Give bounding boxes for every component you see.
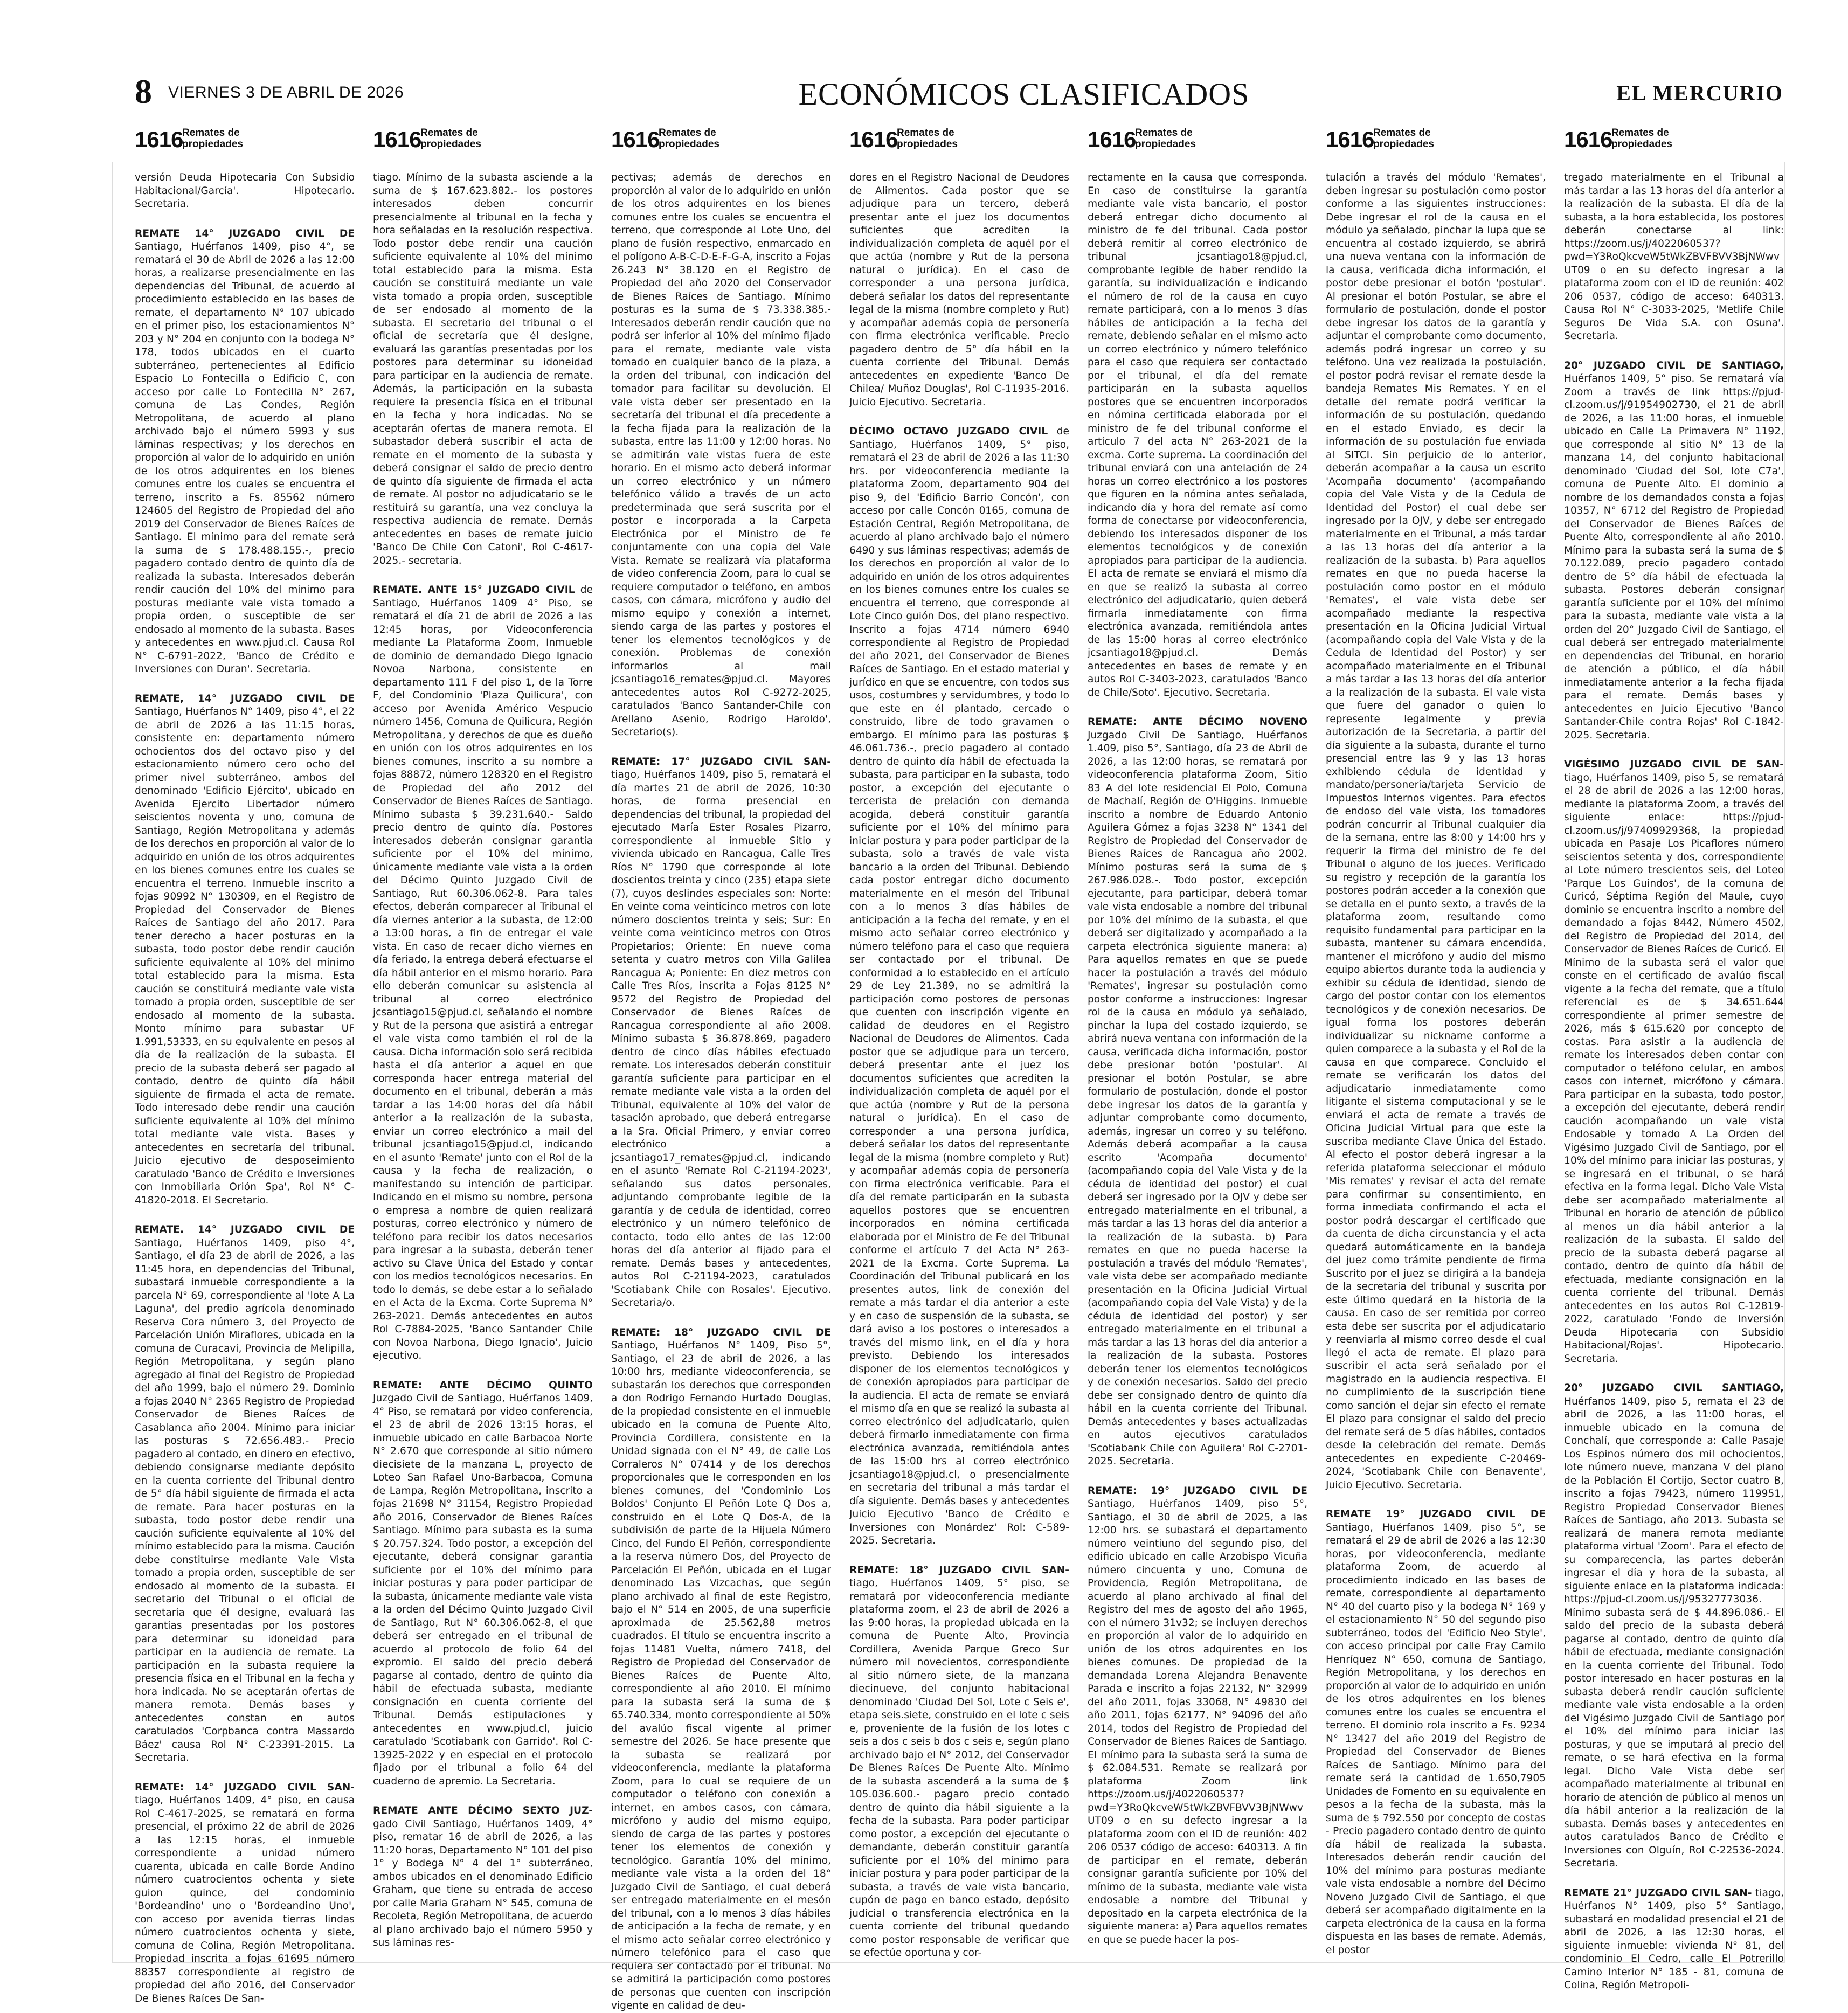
notice-heading: 20° JUZGADO CIVIL DE SANTIAGO, bbox=[1564, 359, 1784, 371]
issue-date: VIERNES 3 DE ABRIL DE 2026 bbox=[168, 84, 404, 101]
category-label-line1: Remates de bbox=[1135, 127, 1193, 139]
notice bbox=[1088, 716, 1307, 1469]
category-label-line1: Remates de bbox=[182, 127, 240, 139]
notice bbox=[611, 1326, 831, 2013]
notice-body: tiago, Huérfanos N° 1409, piso 5° Santiago, subastará en modalidad presencial el 21 de abril de 2026, a las 12:30 horas, el siguiente inmueble: vivienda N° 81, del condominio El Cedro, calle El Potrerillo Camino Interior N° 185 - 81, comuna de Colina, Región Metropoli- bbox=[1564, 1887, 1784, 1991]
notice-heading: REMATE. 14° JUZGADO CIVIL DE bbox=[135, 1224, 355, 1235]
notice-column bbox=[1088, 171, 1307, 1950]
notice bbox=[1326, 171, 1546, 1492]
category-label-line1: Remates de bbox=[659, 127, 716, 139]
notice-column bbox=[135, 171, 355, 2004]
notice-body: Juzgado Civil de Santiago, Huérfanos 1409, 4° Piso, se rematará por video conferencia, el 23 de abril de 2026 13:15 horas, el inmueble ubicado en calle Barbacoa Norte N° 2.670 que corresponde al sitio número diecisiete de la manzana L, proyecto de Loteo San Rafael Uno-Barbacoa, Comuna de Lampa, Región Metropolitana, inscrito a fojas 21698 N° 31154, Registro Propiedad año 2016, Conservador de Bienes Raíces Santiago. Mínimo para subasta es la suma $ 20.757.324. Todo postor, a excepción del ejecutante, deberá consignar garantía suficiente por el 10% del mínimo para iniciar posturas y para poder participar de la subasta, únicamente mediante vale vista a la orden del Décimo Quinto Juzgado Civil de Santiago, Rut N° 60.306.062-8, el que deberá ser entregado en el tribunal de acuerdo al protocolo de folio 64 del expromio. El saldo del precio deberá pagarse al contado, dentro de quinto día hábil de efectuada subasta, mediante consignación en cuenta corriente del Tribunal. Demás estipulaciones y antecedentes en www.pjud.cl, juicio caratulado 'Scotiabank con Garrido'. Rol C-13925-2022 y en especial en el protocolo fijado por el tribunal a folio 64 del cuaderno de apremio. La Secretaria. bbox=[373, 1393, 593, 1787]
notice-heading: REMATE: ANTE DÉCIMO NOVENO bbox=[1088, 716, 1307, 728]
notice-heading: DÉCIMO OCTAVO JUZGADO CIVIL bbox=[849, 426, 1048, 437]
notice bbox=[849, 425, 1069, 1548]
notice-column bbox=[1564, 171, 1784, 1991]
notice-heading: REMATE ANTE DÉCIMO SEXTO JUZ- bbox=[373, 1805, 593, 1816]
notice-heading: REMATE. ANTE 15° JUZGADO CIVIL bbox=[373, 584, 575, 596]
notice bbox=[373, 1804, 593, 1950]
notice-body: tregado materialmente en el Tribunal a más tardar a las 13 horas del día anterior a la realización de la subasta. El día de la subasta, a la hora establecida, los postores deberán conectarse al link: https://zoom.us/j/4022060537?pwd=Y3RoQkcveW5tWkZBVFBVV3BjNWwvUT09 o en su defecto ingresar a la plataforma zoom con el ID de reunión: 402 206 0537, código de acceso: 640313. Causa Rol N° C-3033-2025, 'Metlife Chile Seguros De Vida S.A. con Osuna'. Secretaria. bbox=[1564, 172, 1784, 342]
notice-heading: REMATE: ANTE DÉCIMO QUINTO bbox=[373, 1379, 593, 1391]
category-label-line1: Remates de bbox=[897, 127, 954, 139]
page-number: 8 bbox=[135, 72, 152, 110]
notice-body: Santiago, Huérfanos 1409, piso 5°, Santiago, el 30 de abril de 2025, a las 12:00 hrs. se subastará el departamento número veintiuno del segundo piso, del edificio ubicado en calle Arzobispo Vicuña número cincuenta y uno, Comuna de Providencia, Región Metropolitana, de acuerdo al plano archivado al final del Registro del mes de agosto del año 1965, con el número 31v32; se incluyen derechos en proporción al valor de lo adquirido en unión de los otros adquirentes en los bienes comunes. De propiedad de la demandada Lorena Alejandra Benavente Parada e inscrito a fojas 22132, N° 32999 del año 2011, fojas 33068, N° 49830 del año 2011, fojas 62177, N° 94096 del año 2014, todos del Registro de Propiedad del Conservador de Bienes Raíces de Santiago. El mínimo para la subasta será la suma de $ 62.084.531. Remate se realizará por plataforma Zoom link https://zoom.us/j/4022060537?pwd=Y3RoQkcveW5tWkZBVFBVV3BjNWwvUT09 o en su defecto ingresar a la plataforma zoom con el ID de reunión: 402 206 0537 código de acceso: 640313. A fin de participar en el remate, deberán consignar garantía suficiente por 10% del mínimo de la subasta, mediante vale vista endosable a nombre del Tribunal y depositado en la carpeta electrónica de la siguiente manera: a) Para aquellos remates en que se puede hacer la pos- bbox=[1088, 1498, 1307, 1946]
notice-body: Huérfanos 1409, piso 5, remata el 23 de abril de 2026, a las 11:00 horas, el inmueble ubicado en la comuna de Conchalí, que corresponde a: Calle Pasaje Los Espinos número dos mil ochocientos, lote número nueve, manzana V del plano de la Población El Cortijo, Sector cuatro B, inscrito a fojas 79423, número 119951, Registro Propiedad Conservador Bienes Raíces de Santiago, año 2013. Subasta se realizará de manera remota mediante plataforma virtual 'Zoom'. Para el efecto de su comparecencia, las partes deberán ingresar el día y hora de la subasta, al siguiente enlace en la plataforma indicada: https://pjud-cl.zoom.us/j/95327773036. Mínimo subasta será de $ 44.896.086.- El saldo del precio de la subasta deberá pagarse al contado, dentro de quinto día hábil de efectuada, mediante consignación en la cuenta corriente del Tribunal. Todo postor interesado en hacer posturas en la subasta deberá rendir caución suficiente mediante vale vista endosable a la orden del Vigésimo Juzgado Civil de Santiago por el 10% del mínimo para iniciar las posturas, y que se imputará al precio del remate, o se hará efectiva en la forma legal. Dicho Vale Vista debe ser acompañado materialmente al tribunal en horario de atención de público al menos un día hábil anterior a la realización de la subasta. Demás bases y antecedentes en autos caratulados Banco de Crédito e Inversiones con Olguín, Rol C-22536-2024. Secretaria. bbox=[1564, 1395, 1784, 1869]
notice-body: dores en el Registro Nacional de Deudores de Alimentos. Cada postor que se adjudique para un tercero, deberá presentar ante el juez los documentos suficientes que acrediten la individualización completa de aquél por el que actúa (nombre y Rut de la persona natural o jurídica). En el caso de corresponder a una persona jurídica, deberá señalar los datos del representante legal de la misma (nombre completo y Rut) y acompañar además copia de personería con firma electrónica verificable. Precio pagadero dentro de 5° día hábil en la cuenta corriente del Tribunal. Demás antecedentes en expediente 'Banco De Chilea/ Muñoz Douglas', Rol C-11935-2016. Juicio Ejecutivo. Secretaria. bbox=[849, 172, 1069, 408]
notice bbox=[611, 756, 831, 1310]
notice-column bbox=[611, 171, 831, 2011]
notice-heading: REMATE 21° JUZGADO CIVIL SAN- bbox=[1564, 1887, 1752, 1899]
notice-body: Juzgado Civil De Santiago, Huérfanos 1.409, piso 5°, Santiago, día 23 de Abril de 2026, a las 12:00 horas, se rematará por videoconferencia plataforma Zoom, Sitio 83 A del lote residencial El Polo, Comuna de Machalí, Región de O'Higgins. Inmueble inscrito a nombre de Eduardo Antonio Aguilera Gómez a fojas 3238 N° 1341 del Registro de Propiedad del Conservador de Bienes Raíces de Rancagua año 2002. Mínimo posturas será la suma de $ 267.986.028.-. Todo postor, excepción ejecutante, para participar, deberá tomar vale vista endosable a nombre del tribunal por 10% del mínimo de la subasta, el que deberá ser digitalizado y acompañado a la carpeta electrónica siguiente manera: a) Para aquellos remates en que se puede hacer la postulación a través del módulo 'Remates', ingresar su postulación como postor conforme a instrucciones: Ingresar rol de la causa en módulo ya señalado, pinchar la lupa del costado izquierdo, se abrirá nueva ventana con información de la causa, verificada dicha información, postor debe presionar botón 'postular'. Al presionar el botón Postular, se abre formulario de postulación, donde el postor debe ingresar los datos de la garantía y adjuntar comprobante como documento, además, ingresar un correo y su teléfono. Además deberá acompañar a la causa escrito 'Acompaña documento' (acompañando copia del Vale Vista y de la cédula de identidad del postor) el cual deberá ser ingresado por la OJV y debe ser entregado materialmente en el tribunal, a más tardar a las 13 horas del día anterior a la realización de la subasta. b) Para remates en que no pueda hacerse la postulación a través del módulo 'Remates', vale vista debe ser acompañado mediante presentación en la Oficina Judicial Virtual (acompañando copia del Vale Vista) y de la cédula de identidad del postor) y ser entregado materialmente en el tribunal a más tardar a las 13 horas del día anterior a la realización de la subasta. Postores deberán tener los elementos tecnológicos y de conexión necesarios. Saldo del precio debe ser consignado dentro de quinto día hábil en la cuenta corriente del Tribunal. Demás antecedentes y bases actualizadas en autos ejecutivos caratulados 'Scotiabank Chile con Aguilera' Rol C-2701-2025. Secretaria. bbox=[1088, 729, 1307, 1467]
category-label-line2: propiedades bbox=[1135, 139, 1196, 150]
notice bbox=[1564, 1887, 1784, 1993]
notice-heading: REMATE: 18° JUZGADO CIVIL DE bbox=[611, 1326, 831, 1338]
notice-body: tiago. Mínimo de la subasta asciende a la suma de $ 167.623.882.- los postores interesados deben concurrir presencialmente al tribunal en la fecha y hora señaladas en la resolución respectiva. Todo postor debe rendir una caución suficiente equivalente al 10% del mínimo total establecido para la misma. Esta caución se constituirá mediante un vale vista tomado a propia orden, susceptible de ser endosado al momento de la subasta. El secretario del tribunal o el oficial de secretaría que él designe, evaluará las garantías presentadas por los postores para determinar su idoneidad para participar en la audiencia de remate. Además, la participación en la subasta requiere la presencia física en el tribunal en la fecha y hora indicadas. No se aceptarán ofertas de manera remota. El subastador deberá suscribir el acta de remate en el momento de la subasta y deberá consignar el saldo de precio dentro de quinto día siguiente de firmada el acta de remate. Al postor no adjudicatario se le restituirá su garantía, una vez concluya la respectiva audiencia de remate. Demás antecedentes en bases de remate juicio 'Banco De Chile Con Catoni', Rol C-4617-2025.- secretaria. bbox=[373, 172, 593, 566]
notice bbox=[373, 584, 593, 1363]
notice-body: tiago, Huérfanos 1409, 4° piso, en causa Rol C-4617-2025, se rematará en forma presencial, el próximo 22 de abril de 2026 a las 12:15 horas, el inmueble correspondiente a unidad número cuarenta, ubicada en calle Borde Andino número cuatrocientos ochenta y siete guion quince, del condominio 'Bordeandino' uno o 'Bordeandino Uno', con acceso por avenida tierras lindas número cuatrocientos ochenta y siete, comuna de Colina, Región Metropolitana. Propiedad inscrita a fojas 61695 número 88357 correspondiente al registro de propiedad del año 2016, del Conservador De Bienes Raíces De San- bbox=[135, 1795, 355, 2004]
category-label bbox=[1373, 127, 1434, 150]
category-label-line2: propiedades bbox=[1373, 139, 1434, 150]
page-header bbox=[135, 70, 1783, 119]
category-label-line1: Remates de bbox=[1611, 127, 1669, 139]
notice bbox=[1564, 171, 1784, 343]
notice-body: tulación a través del módulo 'Remates', deben ingresar su postulación como postor conforme a las siguientes instrucciones: Debe ingresar el rol de la causa en el módulo ya señalado, pinchar la lupa que se encuentra al costado izquierdo, se abrirá una nueva ventana con la información de la causa, verificada dicha información, el postor debe presionar el botón 'postular'. Al presionar el botón Postular, se abre el formulario de postulación, donde el postor debe ingresar los datos de la garantía y adjuntar el comprobante como documento, además podrá ingresar un correo y su teléfono. Una vez realizada la postulación, el postor podrá revisar el remate desde la bandeja Remates Mis Remates. Y en el detalle del remate podrá verificar la información de su postulación, quedando en el estado Enviado, es decir la información de su postulación fue enviada al SITCI. Sin perjuicio de lo anterior, deberán acompañar a la causa un escrito 'Acompaña documento' (acompañando copia del Vale Vista y de la Cedula de Identidad del Postor) el cual debe ser ingresado por la OJV, y debe ser entregado materialmente en el Tribunal, a más tardar a las 13 horas del día anterior a la realización de la subasta. b) Para aquellos remates en que no pueda hacerse la postulación como postor en el módulo 'Remates', el vale vista debe ser acompañado mediante la respectiva presentación en la Oficina Judicial Virtual (acompañando copia del Vale Vista y de la Cedula de Identidad del Postor) y ser acompañado materialmente en el Tribunal a más tardar a las 13 horas del día anterior a la realización de la subasta. El vale vista que fuere del ganador o quien lo represente legalmente y previa autorización de la Secretaria, a partir del día siguiente a la subasta, durante el turno presencial entre las 9 y las 13 horas exhibiendo cédula de identidad y mandato/personería/tarjeta Servicio de Impuestos Internos vigentes. Para efectos de endoso del vale vista, los tomadores podrán concurrir al Tribunal cualquier día de la semana, entre las 8:00 y 14:00 hrs y requerir la firma del ministro de fe del Tribunal o alguno de los jueces. Verificado su registro y recepción de la garantía los postores podrán acceder a la conexión que se detalla en el punto sexto, a través de la plataforma zoom, resultando como requisito fundamental para participar en la subasta, mantener su cámara encendida, mantener el micrófono y audio del mismo equipo abiertos durante toda la audiencia y exhibir su cédula de identidad, siendo de cargo del postor contar con los elementos tecnológicos y de conexión necesarios. De igual forma los postores deberán individualizar su nickname conforme a quien comparece a la subasta y el Rol de la causa en que comparece. Concluido el remate se verificarán los datos del adjudicatario inmediatamente como litigante el sistema computacional y se le enviará el acta de remate a través de Oficina Judicial Virtual para que este la suscriba mediante Clave Única del Estado. Al efecto el postor deberá ingresar a la referida plataforma seleccionar el módulo 'Mis remates' y revisar el acta del remate para confirmar su consentimiento, en forma inmediata confirmando el acta el postor podrá descargar el certificado que da cuenta de dicha circunstancia y el acta quedará automáticamente en la bandeja del juez como trámite pendiente de firma Suscrito por el juez se dirigirá a la bandeja de la secretaria del tribunal y suscrita por este último quedará en la historia de la causa. En caso de ser remitida por correo esta debe ser suscrita por el adjudicatario y reenviarla al mismo correo desde el cual llegó el acta de remate. El plazo para suscribir el acta será señalado por el magistrado en la audiencia respectiva. El no cumplimiento de la suscripción tiene como sanción el dejar sin efecto el remate El plazo para consignar el saldo del precio del remate será de 5 días hábiles, contados desde la celebración del remate. Demás antecedentes en expediente C-20469-2024, 'Scotiabank Chile con Benavente', Juicio Ejecutivo. Secretaria. bbox=[1326, 172, 1546, 1491]
category-label-line2: propiedades bbox=[897, 139, 958, 150]
category-label bbox=[182, 127, 243, 150]
category-label bbox=[1135, 127, 1196, 150]
notice bbox=[849, 1564, 1069, 1960]
notice-body: de Santiago, Huérfanos 1409, 5° piso, rematará el 23 de abril de 2026 a las 11:30 hrs. por videoconferencia mediante la plataforma Zoom, departamento 904 del piso 9, del 'Edificio Barrio Concón', con acceso por calle Concón 0165, comuna de Estación Central, Región Metropolitana, de acuerdo al plano archivado bajo el número 6490 y sus láminas respectivas; además de los derechos en proporción al valor de lo adquirido en unión de los otros adquirentes en los bienes comunes entre los cuales se encuentra el terreno, que corresponde al Lote Cinco guión Dos, del plano respectivo. Inscrito a fojas 4714 número 6940 correspondiente al Registro de Propiedad del año 2021, del Conservador de Bienes Raíces de Santiago. En el estado material y jurídico en que se encuentre, con todos sus usos, costumbres y servidumbres, y todo lo que este en él plantado, cercado o construido, libre de todo gravamen o embargo. El mínimo para las posturas $ 46.061.736.-, precio pagadero al contado dentro de quinto día hábil de efectuada la subasta, para participar en la subasta, todo postor, a excepción del ejecutante o tercerista de prelación con demanda acogida, deberá constituir garantía suficiente por el 10% del mínimo para iniciar postura y para poder participar de la subasta, solo a través de vale vista bancario a la orden del Tribunal. Debiendo cada postor entregar dicho documento materialmente en el mesón del Tribunal con a lo menos 3 días hábiles de anticipación a la fecha del remate, y en el mismo acto señalar correo electrónico y número teléfono para el caso que requiera ser contactado por el tribunal. De conformidad a lo establecido en el artículo 29 de Ley 21.389, no se admitirá la participación como postores de personas que cuenten con inscripción vigente en calidad de deudores en el Registro Nacional de Deudores de Alimentos. Cada postor que se adjudique para un tercero, deberá presentar ante el juez los documentos suficientes que acrediten la individualización completa de aquél por el que actúa (nombre y Rut de la persona natural o jurídica). En el caso de corresponder a una persona jurídica, deberá señalar los datos del representante legal de la misma (nombre completo y Rut) y acompañar además copia de personería con firma electrónica verificable. Para el día del remate participarán en la subasta aquellos postores que se encuentren incorporados en nómina certificada elaborada por el Ministro de Fe del Tribunal conforme el artículo 7 del Acta N° 263-2021 de la Excma. Corte Suprema. La Coordinación del Tribunal publicará en los presentes autos, link de conexión del remate a más tardar el día anterior a este y en caso de suspensión de la subasta, se dará aviso a los postores o interesados a través del mismo link, en el día y hora previsto. Debiendo los interesados disponer de los elementos tecnológicos y de conexión apropiados para participar de la audiencia. El acta de remate se enviará el mismo día en que se realizó la subasta al correo electrónico del adjudicatario, quien deberá firmarlo inmediatamente con firma electrónica avanzada, remitiéndola antes de las 15:00 hrs al correo electrónico jcsantiago18@pjud.cl, o presencialmente en secretaria del tribunal a más tardar el día siguiente. Demás bases y antecedentes Juicio Ejecutivo 'Banco de Crédito e Inversiones con Monárdez' Rol: C-589-2025. Secretaria. bbox=[849, 426, 1069, 1546]
notice bbox=[1564, 359, 1784, 743]
category-label-line2: propiedades bbox=[182, 139, 243, 150]
notice-body: versión Deuda Hipotecaria Con Subsidio Habitacional/García'. Hipotecario. Secretaria. bbox=[135, 172, 355, 210]
notice-column bbox=[849, 171, 1069, 1959]
notice bbox=[135, 1781, 355, 2006]
notice-column bbox=[373, 171, 593, 1950]
notice-body: tiago, Huérfanos 1409, piso 5, se rematará el 28 de abril de 2026 a las 12:00 horas, mediante la plataforma Zoom, a través del siguiente enlace: https://pjud-cl.zoom.us/j/97409929368, la propiedad ubicada en Pasaje Los Picaflores número seiscientos setenta y dos, correspondiente al Lote número trescientos seis, del Loteo 'Parque Los Guindos', de la comuna de Curicó, Séptima Región del Maule, cuyo dominio se encuentra inscrito a nombre del demandado a fojas 8442, Número 4502, del Registro de Propiedad del 2014, del Conservador de Bienes Raíces de Curicó. El Mínimo de la subasta será el valor que conste en el certificado de avalúo fiscal vigente a la fecha del remate, que a título referencial es de $ 34.651.644 correspondiente al primer semestre de 2026, más $ 615.620 por concepto de costas. Para asistir a la audiencia de remate los interesados deben contar con computador o teléfono celular, en ambos casos con internet, micrófono y cámara. Para participar en la subasta, todo postor, a excepción del ejecutante, deberá rendir caución acompañando un vale vista Endosable y tomado A La Orden del Vigésimo Juzgado Civil de Santiago, por el 10% del mínimo para iniciar las posturas, y se ingresará en el tribunal, o se hará efectiva en la forma legal. Dicho Vale Vista debe ser acompañado materialmente al Tribunal en horario de atención de público al menos un día hábil anterior a la realización de la subasta. El saldo del precio de la subasta deberá pagarse al contado, dentro de quinto día hábil de efectuada, mediante consignación en la cuenta corriente del tribunal. Demás antecedentes en los autos Rol C-12819-2022, caratulado 'Fondo de Inversión Deuda Hipotecaria con Subsidio Habitacional/Rojas'. Hipotecario. Secretaria. bbox=[1564, 772, 1784, 1365]
notice-body: Santiago, Huérfanos N° 1409, Piso 5°, Santiago, el 23 de abril de 2026, a las 10:00 hrs, mediante videoconferencia, se subastarán los derechos que corresponden a don Rodrigo Fernando Hurtado Douglas, de la propiedad consistente en el inmueble ubicado en la comuna de Puente Alto, Provincia Cordillera, consistente en la Unidad signada con el N° 49, de calle Los Corraleros N° 07414 y de los derechos proporcionales que le corresponden en los bienes comunes, del 'Condominio Los Boldos' Conjunto El Peñón Lote Q Dos a, construido en el Lote Q Dos-A, de la subdivisión de parte de la Hijuela Número Cinco, del Fundo El Peñón, correspondiente a la reserva número Dos, del Proyecto de Parcelación El Peñón, ubicada en el Lugar denominado Las Vizcachas, que según plano archivado al final de este Registro, bajo el N° 514 en 2005, de una superficie aproximada de 25.562,88 metros cuadrados. El título se encuentra inscrito a fojas 11481 Vuelta, número 7418, del Registro de Propiedad del Conservador de Bienes Raíces de Puente Alto, correspondiente al año 2010. El mínimo para la subasta será la suma de $ 65.740.334, monto correspondiente al 50% del avalúo fiscal vigente al primer semestre del 2026. Se hace presente que la subasta se realizará por videoconferencia, mediante la plataforma Zoom, para lo cual se requiere de un computador o teléfono con conexión a internet, en ambos casos, con cámara, micrófono y audio del mismo equipo, siendo de carga de las partes y postores tener los elementos de conexión y tecnológico. Garantía 10% del mínimo, mediante vale vista a la orden del 18° Juzgado Civil de Santiago, el cual deberá ser entregado materialmente en el mesón del tribunal, con a lo menos 3 días hábiles de anticipación a la fecha de remate, y en el mismo acto señalar correo electrónico y número telefónico para el caso que requiera ser contactado por el tribunal. No se admitirá la participación como postores de personas que cuenten con inscripción vigente en calidad de deu- bbox=[611, 1340, 831, 2011]
category-code: 1616 bbox=[611, 127, 660, 152]
category-label bbox=[1611, 127, 1672, 150]
category-label-line2: propiedades bbox=[1611, 139, 1672, 150]
notice bbox=[1564, 758, 1784, 1366]
category-label bbox=[659, 127, 719, 150]
notice-heading: REMATE: 18° JUZGADO CIVIL SAN- bbox=[849, 1564, 1069, 1576]
notice-heading: REMATE: 14° JUZGADO CIVIL SAN- bbox=[135, 1781, 355, 1793]
notice-body: Santiago, Huérfanos 1409, piso 5°, se rematará el 29 de abril de 2026 a las 12:30 horas, por videoconferencia, mediante plataforma Zoom, de acuerdo al procedimiento indicado en las bases de remate, correspondiente al departamento N° 40 del cuarto piso y la bodega N° 169 y el estacionamiento N° 50 del segundo piso subterráneo, todos del 'Edificio Neo Style', con acceso principal por calle Fray Camilo Henríquez N° 650, comuna de Santiago, Región Metropolitana, y los derechos en proporción al valor de lo adquirido en unión de los otros adquirentes en los bienes comunes entre los cuales se encuentra el terreno. El dominio rola inscrito a Fs. 9234 N° 13427 del año 2019 del Registro de Propiedad del Conservador de Bienes Raíces de Santiago. Mínimo para del remate será la cantidad de 1.650,7905 Unidades de Fomento en su equivalente en pesos a la fecha de la subasta, más la suma de $ 792.550 por concepto de costas - Precio pagadero contado dentro de quinto día hábil de realizada la subasta. Interesados deberán rendir caución del 10% del mínimo para posturas mediante vale vista endosable a nombre del Décimo Noveno Juzgado Civil de Santiago, el que deberá ser acompañado digitalmente en la carpeta electrónica de la causa en la forma dispuesta en las bases de remate. Además, el postor bbox=[1326, 1521, 1546, 1956]
notice bbox=[135, 227, 355, 676]
notice-body: pectivas; además de derechos en proporción al valor de lo adquirido en unión de los otros adquirentes en los bienes comunes entre los cuales se encuentra el terreno, que corresponde al Lote Uno, del plano de fusión respectivo, enmarcado en el polígono A-B-C-D-E-F-G-A, inscrito a Fojas 26.243 N° 38.120 en el Registro de Propiedad del año 2020 del Conservador de Bienes Raíces de Santiago. Mínimo posturas es la suma de $ 73.338.385.- Interesados deberán rendir caución que no podrá ser inferior al 10% del mínimo fijado para el remate, mediante vale vista tomado en cualquier banco de la plaza, a la orden del tribunal, con indicación del tomador para facilitar su devolución. El vale vista deber ser presentado en la secretaría del tribunal el día precedente a la fecha fijada para la realización de la subasta, entre las 11:00 y 12:00 horas. No se admitirán vale vistas fuera de este horario. En el mismo acto deberá informar un correo electrónico y un número telefónico válido a través de un acto predeterminada que será suscrita por el postor e incorporada a la Carpeta Electrónica por el Ministro de fe conjuntamente con una copia del Vale Vista. Remate se realizará vía plataforma de video conferencia Zoom, para lo cual se requiere computador o teléfono, en ambos casos, con cámara, micrófono y audio del mismo equipo y conexión a internet, siendo carga de las partes y postores el tener los elementos tecnológicos y de conexión. Problemas de conexión informarlos al mail jcsantiago16_remates@pjud.cl. Mayores antecedentes autos Rol C-9272-2025, caratulados 'Banco Santander-Chile con Arellano Asenio, Rodrigo Haroldo', Secretario(s). bbox=[611, 172, 831, 738]
column-headers bbox=[135, 123, 1784, 161]
notice-body: Santiago, Huérfanos N° 1409, piso 4°, el 22 de abril de 2026 a las 11:15 horas, consistente en: departamento número ochocientos dos del octavo piso y del estacionamiento número cero ocho del primer nivel subterráneo, ambos del denominado 'Edificio Ejército', ubicado en Avenida Ejercito Libertador número seiscientos noventa y uno, comuna de Santiago, Región Metropolitana y además de los derechos en proporción al valor de lo adquirido en unión de los otros adquirentes en los bienes comunes entre los cuales se encuentra el terreno. Inmueble inscrito a fojas 90992 N° 130309, en el Registro de Propiedad del Conservador de Bienes Raíces de Santiago del año 2017. Para tener derecho a hacer posturas en la subasta, todo postor debe rendir caución suficiente equivalente al 10% del mínimo total establecido para la misma. Esta caución se constituirá mediante vale vista tomado a propia orden, susceptible de ser endosado al momento de la subasta. Monto mínimo para subastar UF 1.991,53333, en su equivalente en pesos al día de la realización de la subasta. El precio de la subasta deberá ser pagado al contado, dentro de quinto día hábil siguiente de firmada el acta de remate. Todo interesado debe rendir una caución suficiente equivalente al 10% del mínimo total mediante vale vista. Bases y antecedentes en secretaría del tribunal. Juicio ejecutivo de desposeimiento caratulado 'Banco de Crédito e Inversiones con Inmobiliaria Orión Spa', Rol N° C-41820-2018. El Secretario. bbox=[135, 706, 355, 1206]
notice-body: tiago, Huérfanos 1409, piso 5, rematará el día martes 21 de abril de 2026, 10:30 horas, de forma presencial en dependencias del tribunal, la propiedad del ejecutado María Ester Rosales Pizarro, correspondiente al inmueble Sitio y vivienda ubicado en Rancagua, Calle Tres Ríos N° 1790 que corresponde al lote doscientos treinta y cinco (235) etapa siete (7), cuyos deslindes especiales son: Norte: En veinte coma veinticinco metros con lote número doscientos treinta y seis; Sur: En veinte coma veinticinco metros con Otros Propietarios; Oriente: En nueve coma setenta y cuatro metros con Villa Galilea Rancagua A; Poniente: En diez metros con Calle Tres Ríos, inscrita a Fojas 8125 N° 9572 del Registro de Propiedad del Conservador de Bienes Raíces de Rancagua correspondiente al año 2008. Mínimo subasta $ 36.878.869, pagadero dentro de cinco días hábiles efectuado remate. Los interesados deberán constituir garantía suficiente para participar en el remate mediante vale vista a la orden del Tribunal, equivalente al 10% del valor de tasación aprobado, que deberá entregarse a la Sra. Oficial Primero, y enviar correo electrónico a jcsantiago17_remates@pjud.cl, indicando en el asunto 'Remate Rol C-21194-2023', señalando sus datos personales, adjuntando comprobante legible de la garantía y de cedula de identidad, correo electrónico y un número telefónico de contacto, todo ello antes de las 12:00 horas del día anterior al fijado para el remate. Demás bases y antecedentes, autos Rol C-21194-2023, caratulados 'Scotiabank Chile con Rosales'. Ejecutivo. Secretaria/o. bbox=[611, 769, 831, 1309]
newspaper-logo: EL MERCURIO bbox=[1616, 81, 1783, 105]
notice bbox=[135, 1223, 355, 1765]
notice bbox=[849, 171, 1069, 409]
category-code: 1616 bbox=[373, 127, 421, 152]
notice-body: Santiago, Huérfanos 1409, piso 4°, Santiago, el día 23 de abril de 2026, a las 11:45 hora, en dependencias del Tribunal, subastará inmueble correspondiente a la parcela N° 69, correspondiente al 'lote A La Laguna', del predio agrícola denominado Reserva Cora número 3, del Proyecto de Parcelación Unión Miraflores, ubicada en la comuna de Curacaví, Provincia de Melipilla, Región Metropolitana, y según plano agregado al final del Registro de Propiedad del año 1999, bajo el número 29. Dominio a fojas 2040 N° 2365 Registro de Propiedad Conservador de Bienes Raíces de Casablanca año 2004. Mínimo para iniciar las posturas $ 72.656.483.- Precio pagadero al contado, en dinero en efectivo, debiendo consignarse mediante depósito en la cuenta corriente del Tribunal dentro de 5° día hábil siguiente de firmada el acta de remate. Para hacer posturas en la subasta, todo postor debe rendir una caución suficiente equivalente al 10% del mínimo establecido para la misma. Caución debe constituirse mediante Vale Vista tomado a propia orden, susceptible de ser endosado al momento de la subasta. El secretario del Tribunal o el oficial de secretaría que él designe, evaluará las garantías presentadas por los postores para determinar su idoneidad para participar en la audiencia de remate. La participación en la subasta requiere la presencia física en el Tribunal en la fecha y hora indicada. No se aceptarán ofertas de manera remota. Demás bases y antecedentes constan en autos caratulados 'Corpbanca contra Massardo Báez' causa Rol N° C-23391-2015. La Secretaria. bbox=[135, 1237, 355, 1763]
category-code: 1616 bbox=[1564, 127, 1612, 152]
notice bbox=[611, 171, 831, 739]
notice-body: rectamente en la causa que corresponda. En caso de constituirse la garantía mediante vale vista bancario, el postor deberá entregar dicho documento al ministro de fe del tribunal. Cada postor deberá remitir al correo electrónico de tribunal jcsantiago18@pjud.cl, comprobante legible de haber rendido la garantía, su individualización e indicando el número de rol de la causa en cuyo remate participará, con a lo menos 3 días hábiles de anticipación a la fecha del remate, debiendo señalar en el mismo acto un correo electrónico y número telefónico para el caso que requiera ser contactado por el tribunal, el día del remate participarán en la subasta aquellos postores que se encuentren incorporados en nómina certificada elaborada por el ministro de fe del tribunal conforme el artículo 7 del acta N° 263-2021 de la excma. Corte suprema. La coordinación del tribunal enviará con una antelación de 24 horas un correo electrónico a los postores que figuren en la nómina antes señalada, indicando día y hora del remate así como forma de conectarse por videoconferencia, debiendo los interesados disponer de los elementos tecnológicos y de conexión apropiados para participar de la audiencia. El acta de remate se enviará el mismo día en que se realizó la subasta al correo electrónico del adjudicatario, quien deberá firmarla inmediatamente con firma electrónica avanzada, remitiéndola antes de las 15:00 horas al correo electrónico jcsantiago18@pjud.cl. Demás antecedentes en bases de remate y en autos Rol C-3403-2023, caratulados 'Banco de Chile/Soto'. Ejecutivo. Secretaria. bbox=[1088, 172, 1307, 698]
category-code: 1616 bbox=[135, 127, 183, 152]
notice-heading: REMATE: 19° JUZGADO CIVIL DE bbox=[1088, 1485, 1307, 1497]
notice-heading: VIGÉSIMO JUZGADO CIVIL DE SAN- bbox=[1564, 759, 1784, 770]
category-label-line2: propiedades bbox=[420, 139, 481, 150]
category-label-line2: propiedades bbox=[659, 139, 719, 150]
notice bbox=[1088, 1485, 1307, 1947]
notice bbox=[373, 1379, 593, 1789]
notice bbox=[1088, 171, 1307, 700]
category-code: 1616 bbox=[1088, 127, 1136, 152]
notice bbox=[135, 171, 355, 211]
category-code: 1616 bbox=[1326, 127, 1374, 152]
notice-body: gado Civil Santiago, Huérfanos 1409, 4° piso, rematar 16 de abril de 2026, a las 11:20 horas, Departamento N° 101 del piso 1° y Bodega N° 4 del 1° subterráneo, ambos ubicados en el denominado Edificio Graham, que tiene su entrada de acceso por calle Maria Graham N° 545, comuna de Recoleta, Región Metropolitana, de acuerdo al plano archivado bajo el número 5950 y sus láminas res- bbox=[373, 1818, 593, 1948]
notice bbox=[135, 693, 355, 1208]
notice-heading: 20° JUZGADO CIVIL SANTIAGO, bbox=[1564, 1382, 1784, 1394]
category-code: 1616 bbox=[849, 127, 898, 152]
notice bbox=[373, 171, 593, 568]
section-title: ECONÓMICOS CLASIFICADOS bbox=[798, 77, 1250, 112]
notice-heading: REMATE 19° JUZGADO CIVIL DE bbox=[1326, 1509, 1546, 1520]
notice-body: tiago, Huérfanos 1409, 5° piso, se rematará por videoconferencia mediante plataforma zoom, el 23 de abril de 2026 a las 9:00 horas, la propiedad ubicada en la comuna de Puente Alto, Provincia Cordillera, Avenida Parque Greco Sur número mil novecientos, correspondiente al sitio número siete, de la manzana diecinueve, del conjunto habitacional denominado 'Ciudad Del Sol, Lote c Seis e', etapa seis.siete, construido en el lote c seis e, proveniente de la fusión de los lotes c seis a dos c seis b dos c seis e, según plano archivado bajo el N° 2012, del Conservador De Bienes Raíces De Puente Alto. Mínimo de la subasta ascenderá a la suma de $ 105.036.600.- pagaro precio contado dentro de quinto día hábil siguiente a la fecha de la subasta. Para poder participar como postor, a excepción del ejecutante o demandante, deberán constituir garantía suficiente por el 10% del mínimo para iniciar postura y para poder participar de la subasta, a través de vale vista bancario, cupón de pago en banco estado, depósito judicial o transferencia electrónica en la cuenta corriente del tribunal quedando como postor responsable de verificar que se efectúe oportuna y cor- bbox=[849, 1578, 1069, 1959]
notice-body: Santiago, Huérfanos 1409, piso 4°, se rematará el 30 de Abril de 2026 a las 12:00 horas, a realizarse presencialmente en las dependencias del Tribunal, de acuerdo al procedimiento establecido en las bases de remate, el departamento N° 107 ubicado en el primer piso, los estacionamientos N° 203 y N° 204 en conjunto con la bodega N° 178, todos ubicados en el cuarto subterráneo, pertenecientes al Edificio Espacio Lo Fontecilla o Edificio C, con acceso por calle Lo Fontecilla N° 267, comuna de Las Condes, Región Metropolitana, de acuerdo al plano archivado bajo el número 5993 y sus láminas respectivas; y los derechos en proporción al valor de lo adquirido en unión de los otros adquirentes en los bienes comunes entre los cuales se encuentra el terreno, inscrito a Fs. 85562 número 124605 del Registro de Propiedad del año 2019 del Conservador de Bienes Raíces de Santiago. El mínimo para del remate será la suma de $ 178.488.155.-, precio pagadero contado dentro de quinto día de realizada la subasta. Interesados deberán rendir caución del 10% del mínimo para posturas mediante vale vista tomado a propia orden, o susceptible de ser endosado al momento de la subasta. Bases y antecedentes en www.pjud.cl. Causa Rol N° C-6791-2022, 'Banco de Crédito e Inversiones con Duran'. Secretaria. bbox=[135, 241, 355, 675]
category-label-line1: Remates de bbox=[420, 127, 478, 139]
notice-heading: REMATE, 14° JUZGADO CIVIL DE bbox=[135, 693, 355, 704]
category-label bbox=[420, 127, 481, 150]
notice-heading: REMATE: 17° JUZGADO CIVIL SAN- bbox=[611, 756, 831, 767]
category-label bbox=[897, 127, 958, 150]
notice-body: Huérfanos 1409, 5° piso. Se rematará vía Zoom a través de link https://pjud-cl.zoom.us/j/91954902730, el 21 de abril de 2026, a las 11:00 horas, el inmueble ubicado en Calle La Primavera N° 1192, que corresponde al sitio N° 13 de la manzana 14, del conjunto habitacional denominado 'Ciudad del Sol, lote C7a', comuna de Puente Alto. El dominio a nombre de los demandados consta a fojas 10357, N° 6712 del Registro de Propiedad del Conservador de Bienes Raíces de Puente Alto, correspondiente al año 2010. Mínimo para la subasta será la suma de $ 70.122.089, precio pagadero contado dentro de 5° día hábil de efectuada la subasta. Postores deberán consignar garantía suficiente por el 10% del mínimo para la subasta, mediante vale vista a la orden del 20° Juzgado Civil de Santiago, el cual deberá ser entregado materialmente en dependencias del Tribunal, en horario de atención a público, el día hábil inmediatamente anterior a la fecha fijada para el remate. Demás bases y antecedentes en Juicio Ejecutivo 'Banco Santander-Chile contra Rojas' Rol C-1842-2025. Secretaria. bbox=[1564, 373, 1784, 741]
category-label-line1: Remates de bbox=[1373, 127, 1431, 139]
notice-column bbox=[1326, 171, 1546, 1956]
notice-body: de Santiago, Huérfanos 1409 4° Piso, se rematará el día 21 de abril de 2026 a las 12:45 horas, por Videoconferencia mediante La Plataforma Zoom, Inmueble de dominio de demandado Diego Ignacio Novoa Narbona, consistente en departamento 111 F del piso 1, de la Torre F, del Condominio 'Plaza Quilicura', con acceso por Avenida Américo Vespucio número 1456, Comuna de Quilicura, Región Metropolitana, y derechos de que es dueño en unión con los otros adquirentes en los bienes comunes, inscrito a su nombre a fojas 88872, número 128320 en el Registro de Propiedad del año 2012 del Conservador de Bienes Raíces de Santiago. Mínimo subasta $ 39.231.640.- Saldo precio dentro de quinto día. Postores interesados deberán consignar garantía suficiente por el 10% del mínimo, únicamente mediante vale vista a la orden del Décimo Quinto Juzgado Civil de Santiago, Rut 60.306.062-8. Para tales efectos, deberán comparecer al Tribunal el día viernes anterior a la subasta, de 12:00 a 13:00 horas, a fin de entregar el vale vista. En caso de recaer dicho viernes en día feriado, la entrega deberá efectuarse el día hábil anterior en el mismo horario. Para ello deberán comunicar su asistencia al tribunal al correo electrónico jcsantiago15@pjud.cl, señalando el nombre y Rut de la persona que asistirá a entregar el vale vista como también el rol de la causa. Dicha información solo será recibida hasta el día anterior a aquel en que corresponda hacer entrega material del documento en el tribunal, deberán a más tardar a las 14:00 horas del día hábil anterior a la realización de la subasta, enviar un correo electrónico a mail del tribunal jcsantiago15@pjud.cl, indicando en el asunto 'Remate' junto con el Rol de la causa y la fecha de realización, o manifestando su intención de participar. Indicando en el mismo su nombre, persona o empresa a nombre de quien realizará posturas, correo electrónico y número de teléfono para recibir los datos necesarios para ingresar a la subasta, deberán tener activo su Clave Única del Estado y contar con los medios tecnológicos necesarios. En todo lo demás, se debe estar a lo señalado en el Acta de la Excma. Corte Suprema N° 263-2021. Demás antecedentes en autos Rol C-7884-2025, 'Banco Santander Chile con Novoa Narbona, Diego Ignacio', Juicio ejecutivo. bbox=[373, 584, 593, 1361]
notice bbox=[1564, 1382, 1784, 1871]
notice-heading: REMATE 14° JUZGADO CIVIL DE bbox=[135, 227, 355, 239]
notice bbox=[1326, 1508, 1546, 1957]
